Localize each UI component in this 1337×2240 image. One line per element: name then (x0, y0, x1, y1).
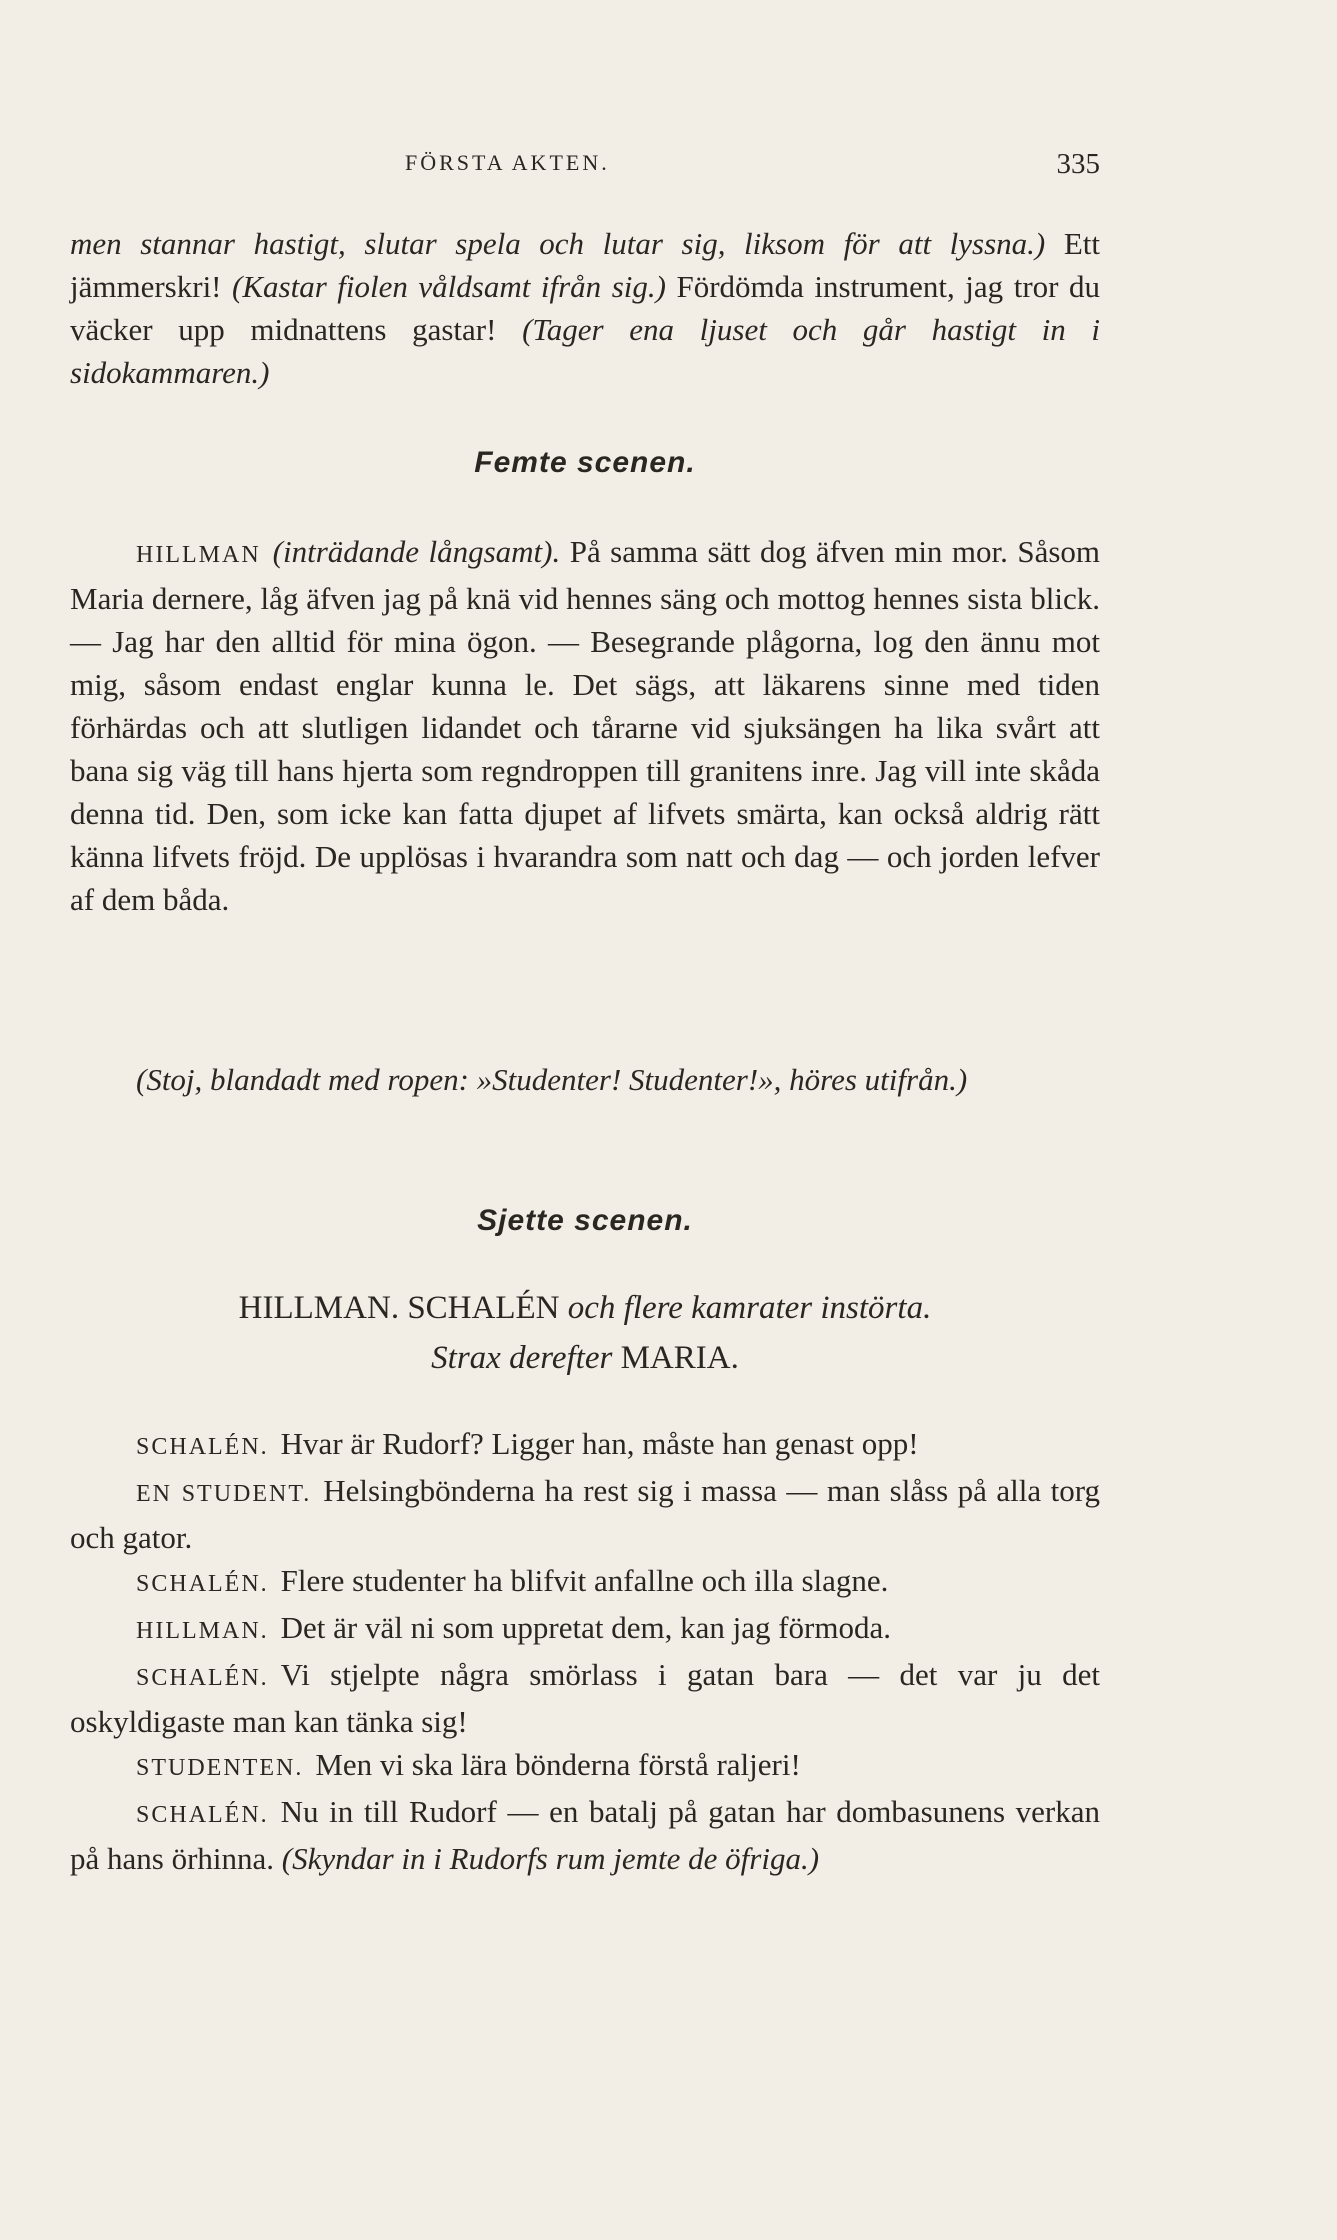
speaker-name: STUDENTEN. (136, 1755, 304, 1781)
opening-paragraph (70, 222, 1100, 394)
cast-line (70, 1283, 1100, 1333)
speaker-name: SCHALÉN. (136, 1434, 269, 1460)
stage-direction: men stannar hastigt, slutar spela och lutar sig, liksom för att lyssna.) (70, 226, 1046, 261)
speaker-name: SCHALÉN. (136, 1802, 269, 1828)
stage-direction: (Kastar fiolen våldsamt ifrån sig.) (232, 269, 666, 304)
dialogue-text: Fördömda instrument, jag tror du väcker upp midnattens gastar! (70, 269, 1100, 347)
dialogue-text: På samma sätt dog äfven min mor. Såsom Maria dernere, låg äfven jag på knä vid hennes säng och mottog hennes sista blick. — Jag har den alltid för mina ögon. — Besegrande plågorna, log den ännu mot mig, såsom endast englar kunna le. Det sägs, att läkarens sinne med tiden förhärdas och att slutligen lidandet och tårarne vid sjuksängen ha lika svårt att bana sig väg till hans hjerta som regndroppen till granitens inre. Jag vill inte skåda denna tid. Den, som icke kan fatta djupet af lifvets smärta, kan också aldrig rätt känna lifvets fröjd. De upplösas i hvarandra som natt och dag — och jorden lefver af dem båda. (70, 534, 1101, 917)
stage-direction: (Tager ena ljuset och går hastigt in i sidokammaren.) (70, 312, 1100, 390)
dialogue-text: Nu in till Rudorf — en batalj på gatan har dombasunens verkan på hans örhinna. (70, 1794, 1100, 1876)
cast-line (70, 1333, 1100, 1383)
scene-heading: Sjette scenen. (477, 1204, 693, 1237)
speaker-name: HILLMAN. (136, 1618, 269, 1644)
dialogue-line (70, 1469, 1100, 1559)
book-page (70, 0, 1100, 2240)
dialogue-text: Helsingbönderna ha rest sig i massa — man slåss på alla torg och gator. (70, 1473, 1100, 1555)
speaker-name: SCHALÉN. (136, 1665, 269, 1691)
dialogue-block (70, 1422, 1100, 1880)
speaker-name: EN STUDENT. (136, 1481, 312, 1507)
cast-names: HILLMAN. SCHALÉN (238, 1290, 568, 1326)
monologue-paragraph (70, 530, 1100, 921)
dialogue-line (70, 1422, 1100, 1469)
dialogue-text: Det är väl ni som uppretat dem, kan jag förmoda. (280, 1610, 891, 1645)
stage-direction: (Skyndar in i Rudorfs rum jemte de öfriga.) (281, 1841, 820, 1876)
stage-direction: Strax derefter (431, 1340, 621, 1376)
running-head (70, 150, 1100, 190)
dialogue-line (70, 1743, 1100, 1790)
dialogue-text: Flere studenter ha blifvit anfallne och illa slagne. (280, 1563, 889, 1598)
scene-heading: Femte scenen. (474, 446, 696, 479)
dialogue-line (70, 1606, 1100, 1653)
speaker-name: SCHALÉN. (136, 1571, 269, 1597)
dialogue-text: Vi stjelpte några smörlass i gatan bara — det var ju det oskyldigaste man kan tänka sig! (70, 1657, 1100, 1739)
dialogue-line (70, 1790, 1100, 1880)
dialogue-line (70, 1559, 1100, 1606)
stage-direction-paragraph: (Stoj, blandadt med ropen: »Studenter! Studenter!», höres utifrån.) (136, 1062, 968, 1097)
cast-list (70, 1283, 1100, 1383)
dialogue-text: Men vi ska lära bönderna förstå raljeri! (315, 1747, 801, 1782)
page-number: 335 (1056, 148, 1100, 180)
dialogue-text: Hvar är Rudorf? Ligger han, måste han genast opp! (280, 1426, 919, 1461)
running-title: FÖRSTA AKTEN. (405, 150, 610, 175)
dialogue-text: Ett jämmerskri! (70, 226, 1100, 304)
dialogue-line (70, 1653, 1100, 1743)
stage-direction: (inträdande långsamt). (272, 534, 561, 569)
cast-names: MARIA. (620, 1340, 739, 1376)
stage-direction: och flere kamrater instörta. (567, 1290, 932, 1326)
speaker-name: HILLMAN (136, 542, 261, 568)
